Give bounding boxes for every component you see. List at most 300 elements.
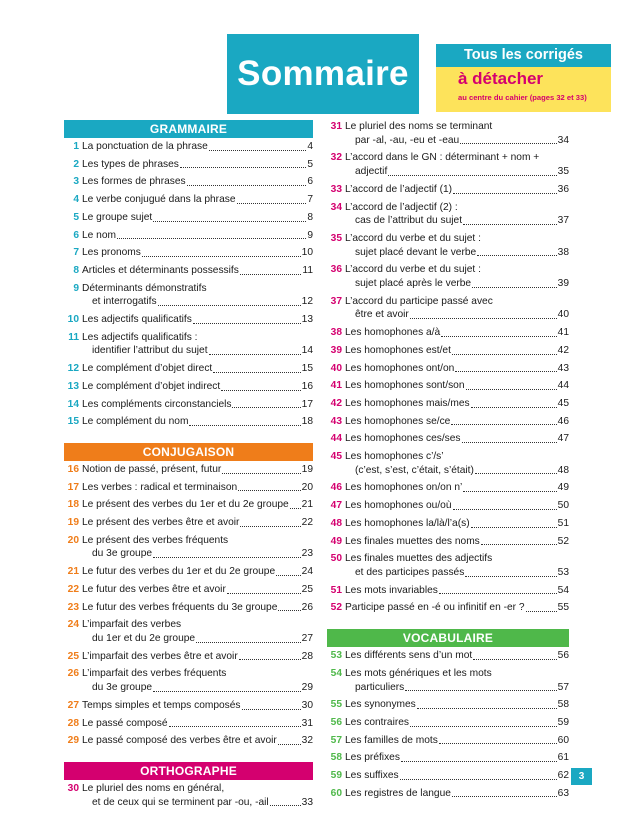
entry-text: Déterminants démonstratifs <box>82 282 207 294</box>
entry-line <box>345 201 569 215</box>
entry-number: 25 <box>67 650 79 662</box>
right-column <box>327 120 569 804</box>
entry-line <box>82 193 313 207</box>
entry-page: 58 <box>557 699 569 711</box>
entry-page: 23 <box>301 548 313 560</box>
entry-body <box>345 183 569 197</box>
entry-page: 11 <box>302 264 313 276</box>
entry-page: 40 <box>557 309 569 321</box>
toc-entry[interactable] <box>64 415 313 429</box>
toc-entry[interactable] <box>64 229 313 243</box>
entry-line <box>82 650 313 664</box>
entry-text: Le complément d’objet direct <box>82 363 213 375</box>
entry-text: Les adjectifs qualificatifs <box>82 314 192 326</box>
dot-leader <box>117 238 306 239</box>
dot-leader <box>441 336 557 337</box>
left-column <box>64 120 313 813</box>
entry-number: 32 <box>330 152 342 164</box>
entry-number: 37 <box>330 295 342 307</box>
toc-entry[interactable] <box>327 716 569 730</box>
entry-text: Les suffixes <box>345 770 399 782</box>
toc-entry[interactable] <box>64 362 313 376</box>
entry-text: adjectif <box>355 166 388 178</box>
entry-body <box>345 362 569 376</box>
toc-entry[interactable] <box>64 331 313 358</box>
dot-leader <box>196 642 301 643</box>
entry-line <box>345 344 569 358</box>
entry-body <box>82 463 313 477</box>
dot-leader <box>193 323 301 324</box>
entry-page: 52 <box>557 535 569 547</box>
toc-entry[interactable] <box>327 751 569 765</box>
entry-page: 44 <box>557 380 569 392</box>
entry-text: et de ceux qui se terminent par -ou, -ail <box>92 796 269 808</box>
toc-entry[interactable] <box>327 326 569 340</box>
page-title-box <box>227 34 419 114</box>
toc-entry[interactable] <box>64 516 313 530</box>
dot-leader <box>453 509 557 510</box>
toc-entry[interactable] <box>327 734 569 748</box>
entry-line <box>345 698 569 712</box>
toc-entry[interactable] <box>64 717 313 731</box>
entry-text: Le passé composé des verbes être et avoir <box>82 735 277 747</box>
dot-leader <box>153 691 301 692</box>
entry-body <box>345 481 569 495</box>
entry-number: 51 <box>330 584 342 596</box>
toc-entry[interactable] <box>64 481 313 495</box>
toc-entry[interactable] <box>327 295 569 322</box>
toc-entry[interactable] <box>64 565 313 579</box>
entry-body <box>345 326 569 340</box>
toc-entry[interactable] <box>327 183 569 197</box>
entry-line <box>345 214 569 228</box>
entry-body <box>82 650 313 664</box>
toc-entry[interactable] <box>64 246 313 260</box>
toc-entry[interactable] <box>64 667 313 694</box>
entry-line <box>345 277 569 291</box>
entry-body <box>345 517 569 531</box>
toc-entry[interactable] <box>327 232 569 259</box>
dot-leader <box>278 744 301 745</box>
toc-entry[interactable] <box>64 193 313 207</box>
dot-leader <box>472 287 557 288</box>
entry-body <box>82 229 313 243</box>
dot-leader <box>410 318 557 319</box>
entry-line <box>345 450 569 464</box>
entry-page: 27 <box>301 632 313 644</box>
entry-text: L’accord de l’adjectif (2) : <box>345 201 458 213</box>
toc-entry[interactable] <box>327 787 569 801</box>
entry-text: L’accord dans le GN : déterminant + nom + <box>345 152 540 164</box>
toc-entry[interactable] <box>327 450 569 477</box>
entry-text: L’accord du verbe et du sujet : <box>345 264 481 276</box>
corriges-banner <box>436 44 611 112</box>
entry-page: 13 <box>301 314 313 326</box>
toc-entry[interactable] <box>327 769 569 783</box>
toc-entry[interactable] <box>327 517 569 531</box>
entry-body <box>345 415 569 429</box>
entry-number: 1 <box>73 141 79 152</box>
entry-number: 2 <box>73 158 79 170</box>
toc-entry[interactable] <box>64 140 313 154</box>
entry-text: Le futur des verbes être et avoir <box>82 583 226 595</box>
entry-page: 32 <box>301 735 313 747</box>
entry-body <box>82 601 313 615</box>
toc-entry[interactable] <box>64 211 313 225</box>
entry-text: cas de l’attribut du sujet <box>355 215 463 227</box>
toc-entry[interactable] <box>64 583 313 597</box>
toc-entry[interactable] <box>64 158 313 172</box>
entry-line <box>82 211 313 225</box>
entry-line <box>345 751 569 765</box>
dot-leader <box>270 805 301 806</box>
toc-entry[interactable] <box>64 782 313 809</box>
entry-body <box>82 331 313 358</box>
entry-number: 35 <box>330 232 342 244</box>
entry-body <box>82 734 313 748</box>
entry-page: 41 <box>557 327 569 339</box>
entry-text: (c’est, s’est, c’était, s’était) <box>355 464 474 476</box>
entry-page: 38 <box>557 246 569 258</box>
entry-body <box>345 584 569 598</box>
entry-page: 15 <box>301 363 313 375</box>
entry-text: Le futur des verbes du 1er et du 2e groupe <box>82 566 276 578</box>
corriges-subtitle: à détacher <box>458 69 544 88</box>
entry-number: 4 <box>73 194 79 206</box>
entry-body <box>345 667 569 694</box>
corriges-title: Tous les corrigés <box>436 44 611 67</box>
toc-entry[interactable] <box>64 618 313 645</box>
entry-number: 18 <box>67 499 79 511</box>
entry-line <box>345 246 569 260</box>
entry-body <box>82 398 313 412</box>
entry-line <box>82 667 313 681</box>
toc-entry[interactable] <box>64 734 313 748</box>
toc-entry[interactable] <box>327 379 569 393</box>
entry-text: Les adjectifs qualificatifs : <box>82 331 198 343</box>
entry-text: L’accord du verbe et du sujet : <box>345 232 481 244</box>
dot-leader <box>213 372 300 373</box>
dot-leader <box>417 708 557 709</box>
entry-number: 24 <box>67 619 79 631</box>
entry-text: du 3e groupe <box>92 548 153 560</box>
entry-text: Le verbe conjugué dans la phrase <box>82 194 236 206</box>
entry-page: 60 <box>557 734 569 746</box>
entry-number: 21 <box>67 566 79 578</box>
entry-number: 48 <box>330 517 342 529</box>
entry-line <box>345 535 569 549</box>
entry-text: Les finales muettes des adjectifs <box>345 553 493 565</box>
dot-leader <box>410 726 557 727</box>
entry-body <box>82 498 313 512</box>
entry-number: 17 <box>67 481 79 493</box>
entry-body <box>345 535 569 549</box>
entry-page: 43 <box>557 362 569 374</box>
entry-text: par -al, -au, -eu et -eau <box>355 134 460 146</box>
entry-text: Les homophones a/à <box>345 327 441 339</box>
corriges-note: au centre du cahier (pages 32 et 33) <box>458 93 587 102</box>
entry-page: 5 <box>307 158 313 170</box>
entry-line <box>345 432 569 446</box>
toc-entry[interactable] <box>64 534 313 561</box>
entry-body <box>82 717 313 731</box>
entry-line <box>345 716 569 730</box>
dot-leader <box>209 354 301 355</box>
toc-entry[interactable] <box>64 498 313 512</box>
entry-number: 36 <box>330 264 342 276</box>
entry-text: L’accord du participe passé avec <box>345 295 493 307</box>
entry-line <box>82 547 313 561</box>
dot-leader <box>477 255 556 256</box>
section-header: GRAMMAIRE <box>64 120 313 138</box>
entry-number: 59 <box>330 770 342 782</box>
entry-line <box>345 295 569 309</box>
entry-text: Les registres de langue <box>345 787 451 799</box>
entry-line <box>345 308 569 322</box>
toc-entry[interactable] <box>327 397 569 411</box>
entry-number: 46 <box>330 482 342 494</box>
dot-leader <box>187 185 307 186</box>
dot-leader <box>189 425 300 426</box>
dot-leader <box>463 224 557 225</box>
entry-line <box>82 463 313 477</box>
entry-number: 54 <box>330 667 342 679</box>
dot-leader <box>465 576 556 577</box>
entry-body <box>82 211 313 225</box>
entry-number: 3 <box>73 176 79 188</box>
entry-text: Notion de passé, présent, futur <box>82 463 222 475</box>
entry-text: Articles et déterminants possessifs <box>82 264 239 276</box>
entry-body <box>82 264 313 278</box>
entry-text: Les homophones ces/ses <box>345 433 461 445</box>
entry-body <box>82 140 313 154</box>
dot-leader <box>278 610 300 611</box>
entry-text: Les homophones est/et <box>345 344 451 356</box>
dot-leader <box>526 611 557 612</box>
entry-page: 37 <box>557 215 569 227</box>
dot-leader <box>462 442 557 443</box>
entry-line <box>345 681 569 695</box>
entry-body <box>82 193 313 207</box>
entry-line <box>345 326 569 340</box>
dot-leader <box>221 390 300 391</box>
toc-entry[interactable] <box>327 535 569 549</box>
entry-number: 50 <box>330 553 342 565</box>
dot-leader <box>240 526 300 527</box>
entry-number: 6 <box>73 229 79 241</box>
entry-body <box>345 499 569 513</box>
dot-leader <box>452 354 557 355</box>
entry-text: Les contraires <box>345 716 409 728</box>
entry-page: 36 <box>557 183 569 195</box>
dot-leader <box>238 490 301 491</box>
entry-body <box>82 782 313 809</box>
entry-page: 8 <box>307 211 313 223</box>
toc-entry[interactable] <box>327 151 569 178</box>
entry-line <box>82 398 313 412</box>
entry-number: 60 <box>330 787 342 799</box>
dot-leader <box>242 709 301 710</box>
entry-text: Le présent des verbes du 1er et du 2e groupe <box>82 499 289 511</box>
entry-line <box>345 379 569 393</box>
entry-line <box>345 151 569 165</box>
entry-body <box>345 751 569 765</box>
toc-entry[interactable] <box>327 362 569 376</box>
entry-body <box>82 583 313 597</box>
toc-entry[interactable] <box>327 120 569 147</box>
dot-leader <box>209 150 307 151</box>
toc-entry[interactable] <box>64 313 313 327</box>
entry-text: Les homophones mais/mes <box>345 397 470 409</box>
toc-entry[interactable] <box>327 601 569 615</box>
entry-number: 30 <box>67 782 79 794</box>
dot-leader <box>400 779 557 780</box>
dot-leader <box>180 167 306 168</box>
dot-leader <box>452 796 557 797</box>
toc-entry[interactable] <box>64 175 313 189</box>
dot-leader <box>232 407 300 408</box>
entry-line <box>345 552 569 566</box>
entry-text: Le passé composé <box>82 717 168 729</box>
toc-entry[interactable] <box>327 263 569 290</box>
entry-body <box>345 769 569 783</box>
entry-text: Les mots invariables <box>345 584 438 596</box>
toc-entry[interactable] <box>327 201 569 228</box>
toc-entry[interactable] <box>327 667 569 694</box>
toc-entry[interactable] <box>327 415 569 429</box>
dot-leader <box>475 473 557 474</box>
entry-body <box>82 313 313 327</box>
dot-leader <box>451 424 556 425</box>
entry-line <box>345 499 569 513</box>
entry-number: 29 <box>67 735 79 747</box>
toc-entry[interactable] <box>64 398 313 412</box>
section-spacer <box>64 752 313 762</box>
entry-body <box>345 734 569 748</box>
entry-line <box>345 232 569 246</box>
entry-line <box>345 415 569 429</box>
entry-number: 33 <box>330 183 342 195</box>
toc-entry[interactable] <box>327 432 569 446</box>
toc-entry[interactable] <box>327 481 569 495</box>
toc-entry[interactable] <box>64 264 313 278</box>
entry-line <box>345 566 569 580</box>
entry-number: 15 <box>67 416 79 428</box>
entry-text: Les homophones la/là/l’a(s) <box>345 517 470 529</box>
entry-line <box>82 313 313 327</box>
entry-line <box>82 534 313 548</box>
entry-text: Les mots génériques et les mots <box>345 667 492 679</box>
entry-line <box>82 734 313 748</box>
entry-line <box>82 601 313 615</box>
toc-entry[interactable] <box>327 552 569 579</box>
entry-page: 24 <box>301 566 313 578</box>
entry-line <box>82 140 313 154</box>
entry-text: Les compléments circonstanciels <box>82 398 232 410</box>
entry-page: 29 <box>301 682 313 694</box>
entry-body <box>82 282 313 309</box>
entry-text: Le futur des verbes fréquents du 3e groupe <box>82 601 278 613</box>
entry-line <box>345 397 569 411</box>
entry-number: 43 <box>330 415 342 427</box>
entry-text: du 1er et du 2e groupe <box>92 632 196 644</box>
entry-number: 45 <box>330 451 342 463</box>
dot-leader <box>240 274 302 275</box>
entry-text: Le complément d’objet indirect <box>82 380 221 392</box>
dot-leader <box>142 256 301 257</box>
dot-leader <box>405 690 556 691</box>
entry-body <box>82 380 313 394</box>
entry-page: 20 <box>301 481 313 493</box>
toc-entry[interactable] <box>64 699 313 713</box>
entry-text: L’imparfait des verbes <box>82 619 182 631</box>
entry-body <box>345 649 569 663</box>
entry-number: 8 <box>73 264 79 276</box>
entry-number: 23 <box>67 601 79 613</box>
entry-text: Les finales muettes des noms <box>345 535 480 547</box>
dot-leader <box>169 726 301 727</box>
entry-number: 49 <box>330 535 342 547</box>
entry-body <box>345 379 569 393</box>
entry-page: 45 <box>557 397 569 409</box>
toc-entry[interactable] <box>327 584 569 598</box>
entry-line <box>82 782 313 796</box>
entry-page: 53 <box>557 566 569 578</box>
dot-leader <box>227 593 301 594</box>
entry-text: être et avoir <box>355 309 409 321</box>
entry-page: 18 <box>301 416 313 428</box>
dot-leader <box>463 491 556 492</box>
entry-number: 58 <box>330 752 342 764</box>
entry-page: 46 <box>557 415 569 427</box>
entry-body <box>82 158 313 172</box>
entry-page: 28 <box>301 650 313 662</box>
page-title: Sommaire <box>237 54 409 93</box>
toc-entry[interactable] <box>327 499 569 513</box>
entry-body <box>82 246 313 260</box>
toc-entry[interactable] <box>64 380 313 394</box>
entry-page: 59 <box>557 716 569 728</box>
entry-line <box>82 516 313 530</box>
entry-text: Le présent des verbes fréquents <box>82 534 229 546</box>
toc-entry[interactable] <box>327 344 569 358</box>
entry-line <box>82 264 313 278</box>
entry-text: identifier l’attribut du sujet <box>92 345 208 357</box>
entry-body <box>82 362 313 376</box>
toc-entry[interactable] <box>64 650 313 664</box>
entry-body <box>82 415 313 429</box>
entry-number: 28 <box>67 717 79 729</box>
toc-entry[interactable] <box>64 282 313 309</box>
section-header: VOCABULAIRE <box>327 629 569 647</box>
toc-entry[interactable] <box>327 698 569 712</box>
entry-line <box>82 175 313 189</box>
entry-text: Les pronoms <box>82 247 141 259</box>
dot-leader <box>401 761 557 762</box>
entry-number: 42 <box>330 397 342 409</box>
toc-entry[interactable] <box>64 463 313 477</box>
entry-line <box>345 481 569 495</box>
entry-line <box>345 517 569 531</box>
entry-line <box>82 583 313 597</box>
toc-entry[interactable] <box>64 601 313 615</box>
entry-text: Le nom <box>82 229 116 241</box>
section-spacer <box>64 433 313 443</box>
entry-number: 12 <box>67 363 79 375</box>
toc-entry[interactable] <box>327 649 569 663</box>
entry-page: 9 <box>307 229 313 241</box>
entry-body <box>345 263 569 290</box>
